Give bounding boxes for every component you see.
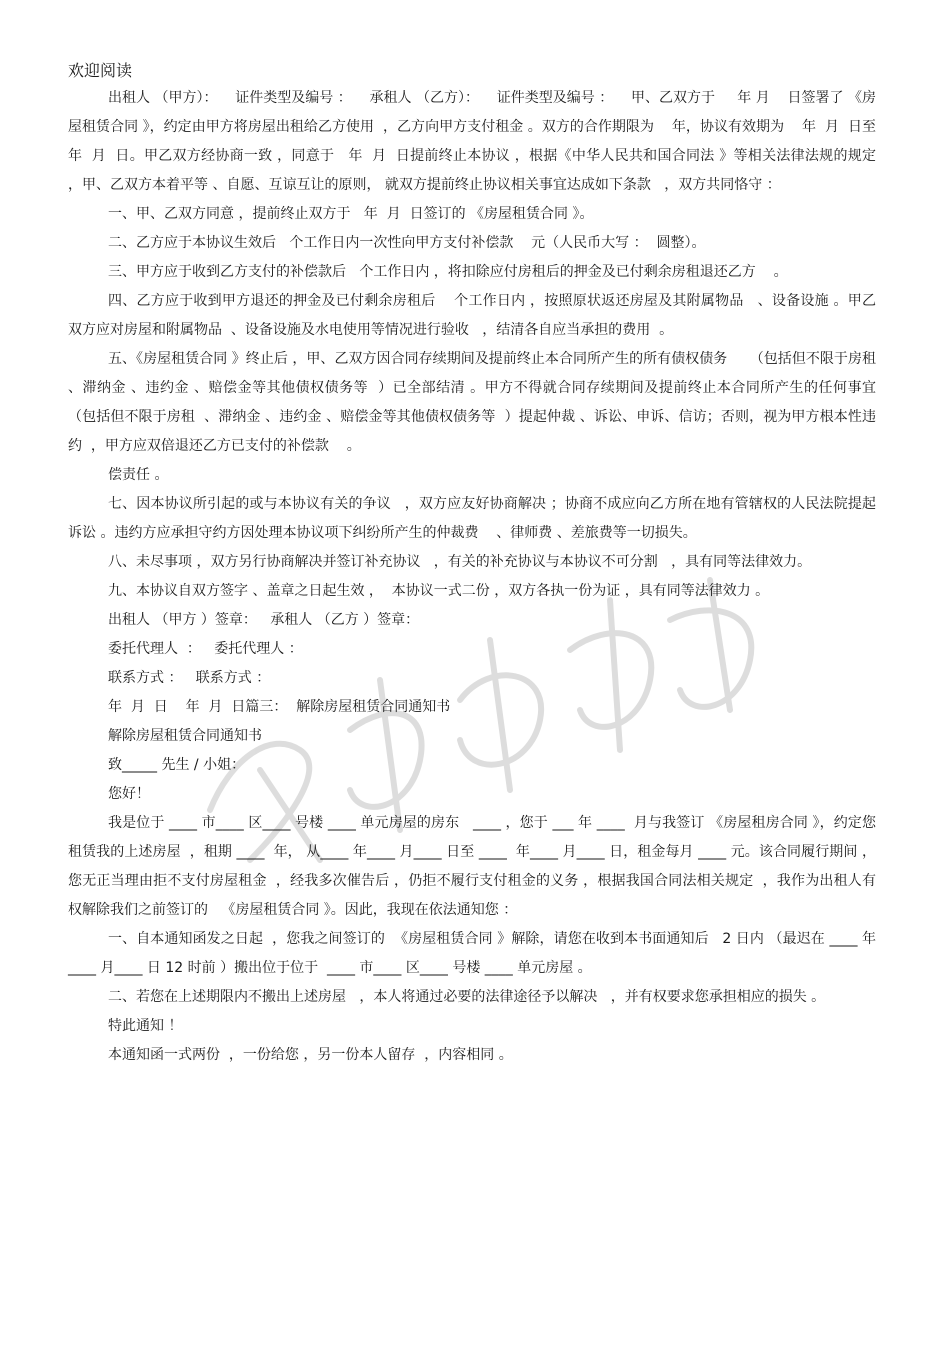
contact-line: 联系方式 ： 联系方式 ： bbox=[108, 670, 271, 686]
paragraph: 二、乙方应于本协议生效后 个工作日内一次性向甲方支付补偿款 元（人民币大写 ： 圆整）。 bbox=[108, 235, 706, 251]
greeting: 您好！ bbox=[108, 786, 150, 802]
notice-title: 解除房屋租赁合同通知书 bbox=[108, 728, 262, 744]
paragraph: 偿责任 。 bbox=[108, 467, 169, 483]
paragraph: 四、乙方应于收到甲方退还的押金及已付剩余房租后 个工作日内 ，按照原状返还房屋及其附属物品 、设备设施 。甲乙双方应对房屋和附属物品 、设备设施及水电使用等情况进行验收 ，结清各自应当承担的费用 。 bbox=[68, 293, 876, 338]
closing: 特此通知 ！ bbox=[108, 1018, 183, 1034]
paragraph: 我是位于 ____ 市____ 区____ 号楼 ____ 单元房屋的房东 ____ ，您于 ___ 年 ____ 月与我签订 《房屋租房合同 》，约定您租赁我的上述房屋 ，租期 ____ 年， 从____ 年____ 月____ 日至 ____ 年____ 月____ 日，租金每月 ____ 元。该合同履行期间 ，您无正当理由拒不支付房屋租金 ，经我多次催告后 ，仍拒不履行支付租金的义务 ，根据我国合同法相关规定 ，我作为出租人有权解除我们之前签订的 《房屋租赁合同 》。因此，我现在依法通知您 ： bbox=[68, 815, 876, 918]
page-header: 欢迎阅读 bbox=[68, 61, 133, 80]
signature-line: 出租人 （甲方 ）签章： 承租人 （乙方 ）签章： bbox=[108, 612, 420, 628]
salutation: 致_____ 先生 / 小姐： bbox=[108, 757, 246, 773]
paragraph: 三、甲方应于收到乙方支付的补偿款后 个工作日内 ，将扣除应付房租后的押金及已付剩余房租退还乙方 。 bbox=[108, 264, 788, 280]
paragraph: 七、因本协议所引起的或与本协议有关的争议 ，双方应友好协商解决 ；协商不成应向乙方所在地有管辖权的人民法院提起诉讼 。违约方应承担守约方因处理本协议项下纠纷所产生的仲裁费 、律师费 、差旅费等一切损失。 bbox=[68, 496, 876, 541]
date-line: 年 月 日 年 月 日篇三： 解除房屋租赁合同通知书 bbox=[108, 699, 451, 715]
paragraph: 出租人 （甲方）： 证件类型及编号 ： 承租人 （乙方）： 证件类型及编号 ： 甲、乙双方于 年 月 日签署了 《房屋租赁合同 》，约定由甲方将房屋出租给乙方使用 ，乙方向甲方支付租金 。双方的合作期限为 年，协议有效期为 年 月 日至 年 月 日。甲乙双方经协商一致 ，同意于 年 月 日提前终止本协议 ，根据《中华人民共和国合同法 》等相关法律法规的规定 ，甲、乙双方本着平等 、自愿、互谅互让的原则， 就双方提前终止协议相关事宜达成如下条款 ，双方共同恪守 ： bbox=[68, 90, 890, 193]
paragraph: 九、本协议自双方签字 、盖章之日起生效 ， 本协议一式二份 ，双方各执一份为证 ，具有同等法律效力 。 bbox=[108, 583, 770, 599]
paragraph: 二、若您在上述期限内不搬出上述房屋 ，本人将通过必要的法律途径予以解决 ，并有权要求您承担相应的损失 。 bbox=[108, 989, 826, 1005]
paragraph: 一、甲、乙双方同意 ，提前终止双方于 年 月 日签订的 《房屋租赁合同 》。 bbox=[108, 206, 594, 222]
paragraph: 一、自本通知函发之日起 ，您我之间签订的 《房屋租赁合同 》解除，请您在收到本书面通知后 2 日内 （最迟在 ____ 年____ 月____ 日 12 时前 ）搬出位于位于 ____ 市____ 区____ 号楼 ____ 单元房屋 。 bbox=[68, 931, 876, 976]
document-body bbox=[68, 60, 890, 1070]
agent-line: 委托代理人 ： 委托代理人 ： bbox=[108, 641, 303, 657]
paragraph: 八、未尽事项 ，双方另行协商解决并签订补充协议 ，有关的补充协议与本协议不可分割 ，具有同等法律效力。 bbox=[108, 554, 812, 570]
paragraph: 本通知函一式两份 ，一份给您 ，另一份本人留存 ，内容相同 。 bbox=[108, 1047, 513, 1063]
paragraph: 五、《房屋租赁合同 》终止后 ，甲、乙双方因合同存续期间及提前终止本合同所产生的所有债权债务 （包括但不限于房租 、滞纳金 、违约金 、赔偿金等其他债权债务等 ）已全部结清 。甲方不得就合同存续期间及提前终止本合同所产生的任何事宜 （包括但不限于房租 、滞纳金 、违约金 、赔偿金等其他债权债务等 ）提起仲裁 、诉讼、申诉、信访；否则，视为甲方根本性违约 ，甲方应双倍退还乙方已支付的补偿款 。 bbox=[68, 351, 890, 454]
